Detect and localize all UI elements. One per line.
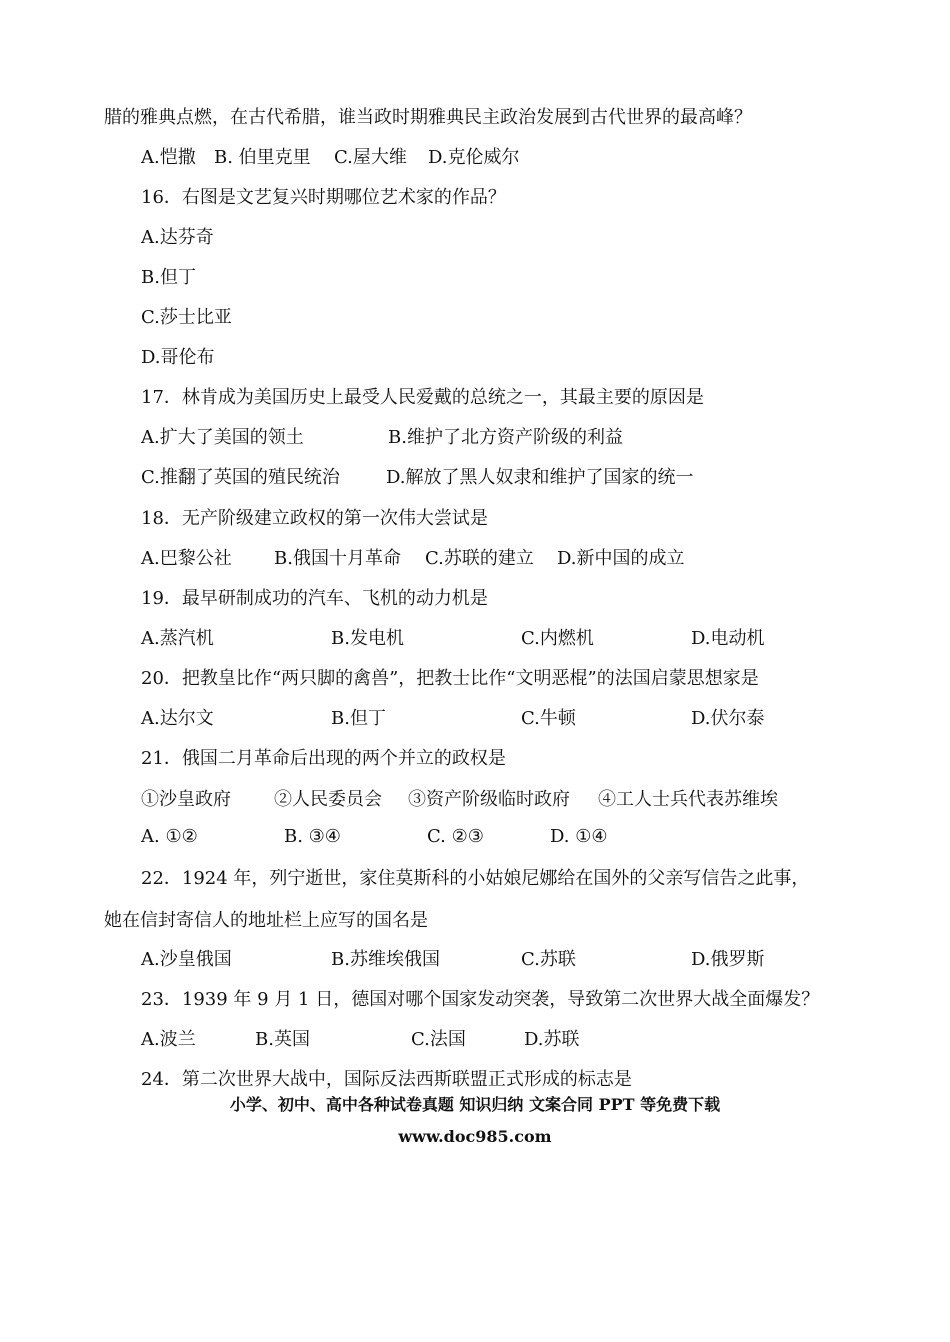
item-21-4: ④工人士兵代表苏维埃 [598, 789, 778, 810]
option-15-d: D.克伦威尔 [428, 147, 520, 168]
question-22: 22．1924 年，列宁逝世，家住莫斯科的小姑娘尼娜给在国外的父亲写信告之此事， [141, 868, 810, 889]
option-21-d: D. ①④ [550, 826, 608, 847]
question-17: 17．林肯成为美国历史上最受人民爱戴的总统之一，其最主要的原因是 [141, 387, 704, 408]
option-19-c: C.内燃机 [521, 628, 594, 649]
option-17-a: A.扩大了美国的领土 [141, 427, 304, 448]
option-16-c: C.莎士比亚 [141, 307, 232, 328]
question-24: 24．第二次世界大战中，国际反法西斯联盟正式形成的标志是 [141, 1069, 632, 1090]
option-17-b: B.维护了北方资产阶级的利益 [388, 427, 623, 448]
option-17-c: C.推翻了英国的殖民统治 [141, 467, 340, 488]
option-22-a: A.沙皇俄国 [141, 949, 232, 970]
option-16-d: D.哥伦布 [141, 347, 215, 368]
question-23: 23．1939 年 9 月 1 日，德国对哪个国家发动突袭，导致第二次世界大战全面爆发？ [141, 989, 820, 1010]
option-23-b: B.英国 [255, 1029, 310, 1050]
option-15-a: A.恺撒 [141, 147, 196, 168]
option-21-c: C. ②③ [427, 826, 484, 847]
option-23-d: D.苏联 [524, 1029, 580, 1050]
footer-url-link[interactable]: www.doc985.com [398, 1127, 552, 1146]
question-21: 21．俄国二月革命后出现的两个并立的政权是 [141, 748, 506, 769]
option-22-d: D.俄罗斯 [691, 949, 765, 970]
option-23-c: C.法国 [411, 1029, 466, 1050]
option-20-a: A.达尔文 [141, 708, 214, 729]
option-18-d: D.新中国的成立 [557, 548, 685, 569]
option-21-a: A. ①② [141, 826, 198, 847]
option-18-b: B.俄国十月革命 [274, 548, 401, 569]
question-18: 18．无产阶级建立政权的第一次伟大尝试是 [141, 508, 488, 529]
question-19: 19．最早研制成功的汽车、飞机的动力机是 [141, 588, 488, 609]
item-21-1: ①沙皇政府 [141, 789, 231, 810]
option-20-b: B.但丁 [331, 708, 386, 729]
question-22-cont: 她在信封寄信人的地址栏上应写的国名是 [104, 910, 428, 931]
option-15-c: C.屋大维 [334, 147, 407, 168]
option-19-b: B.发电机 [331, 628, 404, 649]
option-18-c: C.苏联的建立 [425, 548, 534, 569]
option-15-b: B. 伯里克里 [214, 147, 311, 168]
option-19-a: A.蒸汽机 [141, 628, 214, 649]
question-15-text-cont: 腊的雅典点燃，在古代希腊，谁当政时期雅典民主政治发展到古代世界的最高峰？ [104, 107, 752, 128]
footer-promo-text: 小学、初中、高中各种试卷真题 知识归纳 文案合同 PPT 等免费下载 [229, 1095, 721, 1114]
option-21-b: B. ③④ [284, 826, 341, 847]
option-22-b: B.苏维埃俄国 [331, 949, 440, 970]
question-16: 16．右图是文艺复兴时期哪位艺术家的作品？ [141, 187, 506, 208]
option-18-a: A.巴黎公社 [141, 548, 232, 569]
option-23-a: A.波兰 [141, 1029, 196, 1050]
option-17-d: D.解放了黑人奴隶和维护了国家的统一 [386, 467, 694, 488]
option-16-a: A.达芬奇 [141, 227, 214, 248]
option-20-c: C.牛顿 [521, 708, 576, 729]
item-21-2: ②人民委员会 [274, 789, 382, 810]
question-20: 20．把教皇比作“两只脚的禽兽”，把教士比作“文明恶棍”的法国启蒙思想家是 [141, 668, 759, 689]
option-20-d: D.伏尔泰 [691, 708, 765, 729]
option-16-b: B.但丁 [141, 267, 196, 288]
option-22-c: C.苏联 [521, 949, 576, 970]
option-19-d: D.电动机 [691, 628, 765, 649]
item-21-3: ③资产阶级临时政府 [408, 789, 570, 810]
